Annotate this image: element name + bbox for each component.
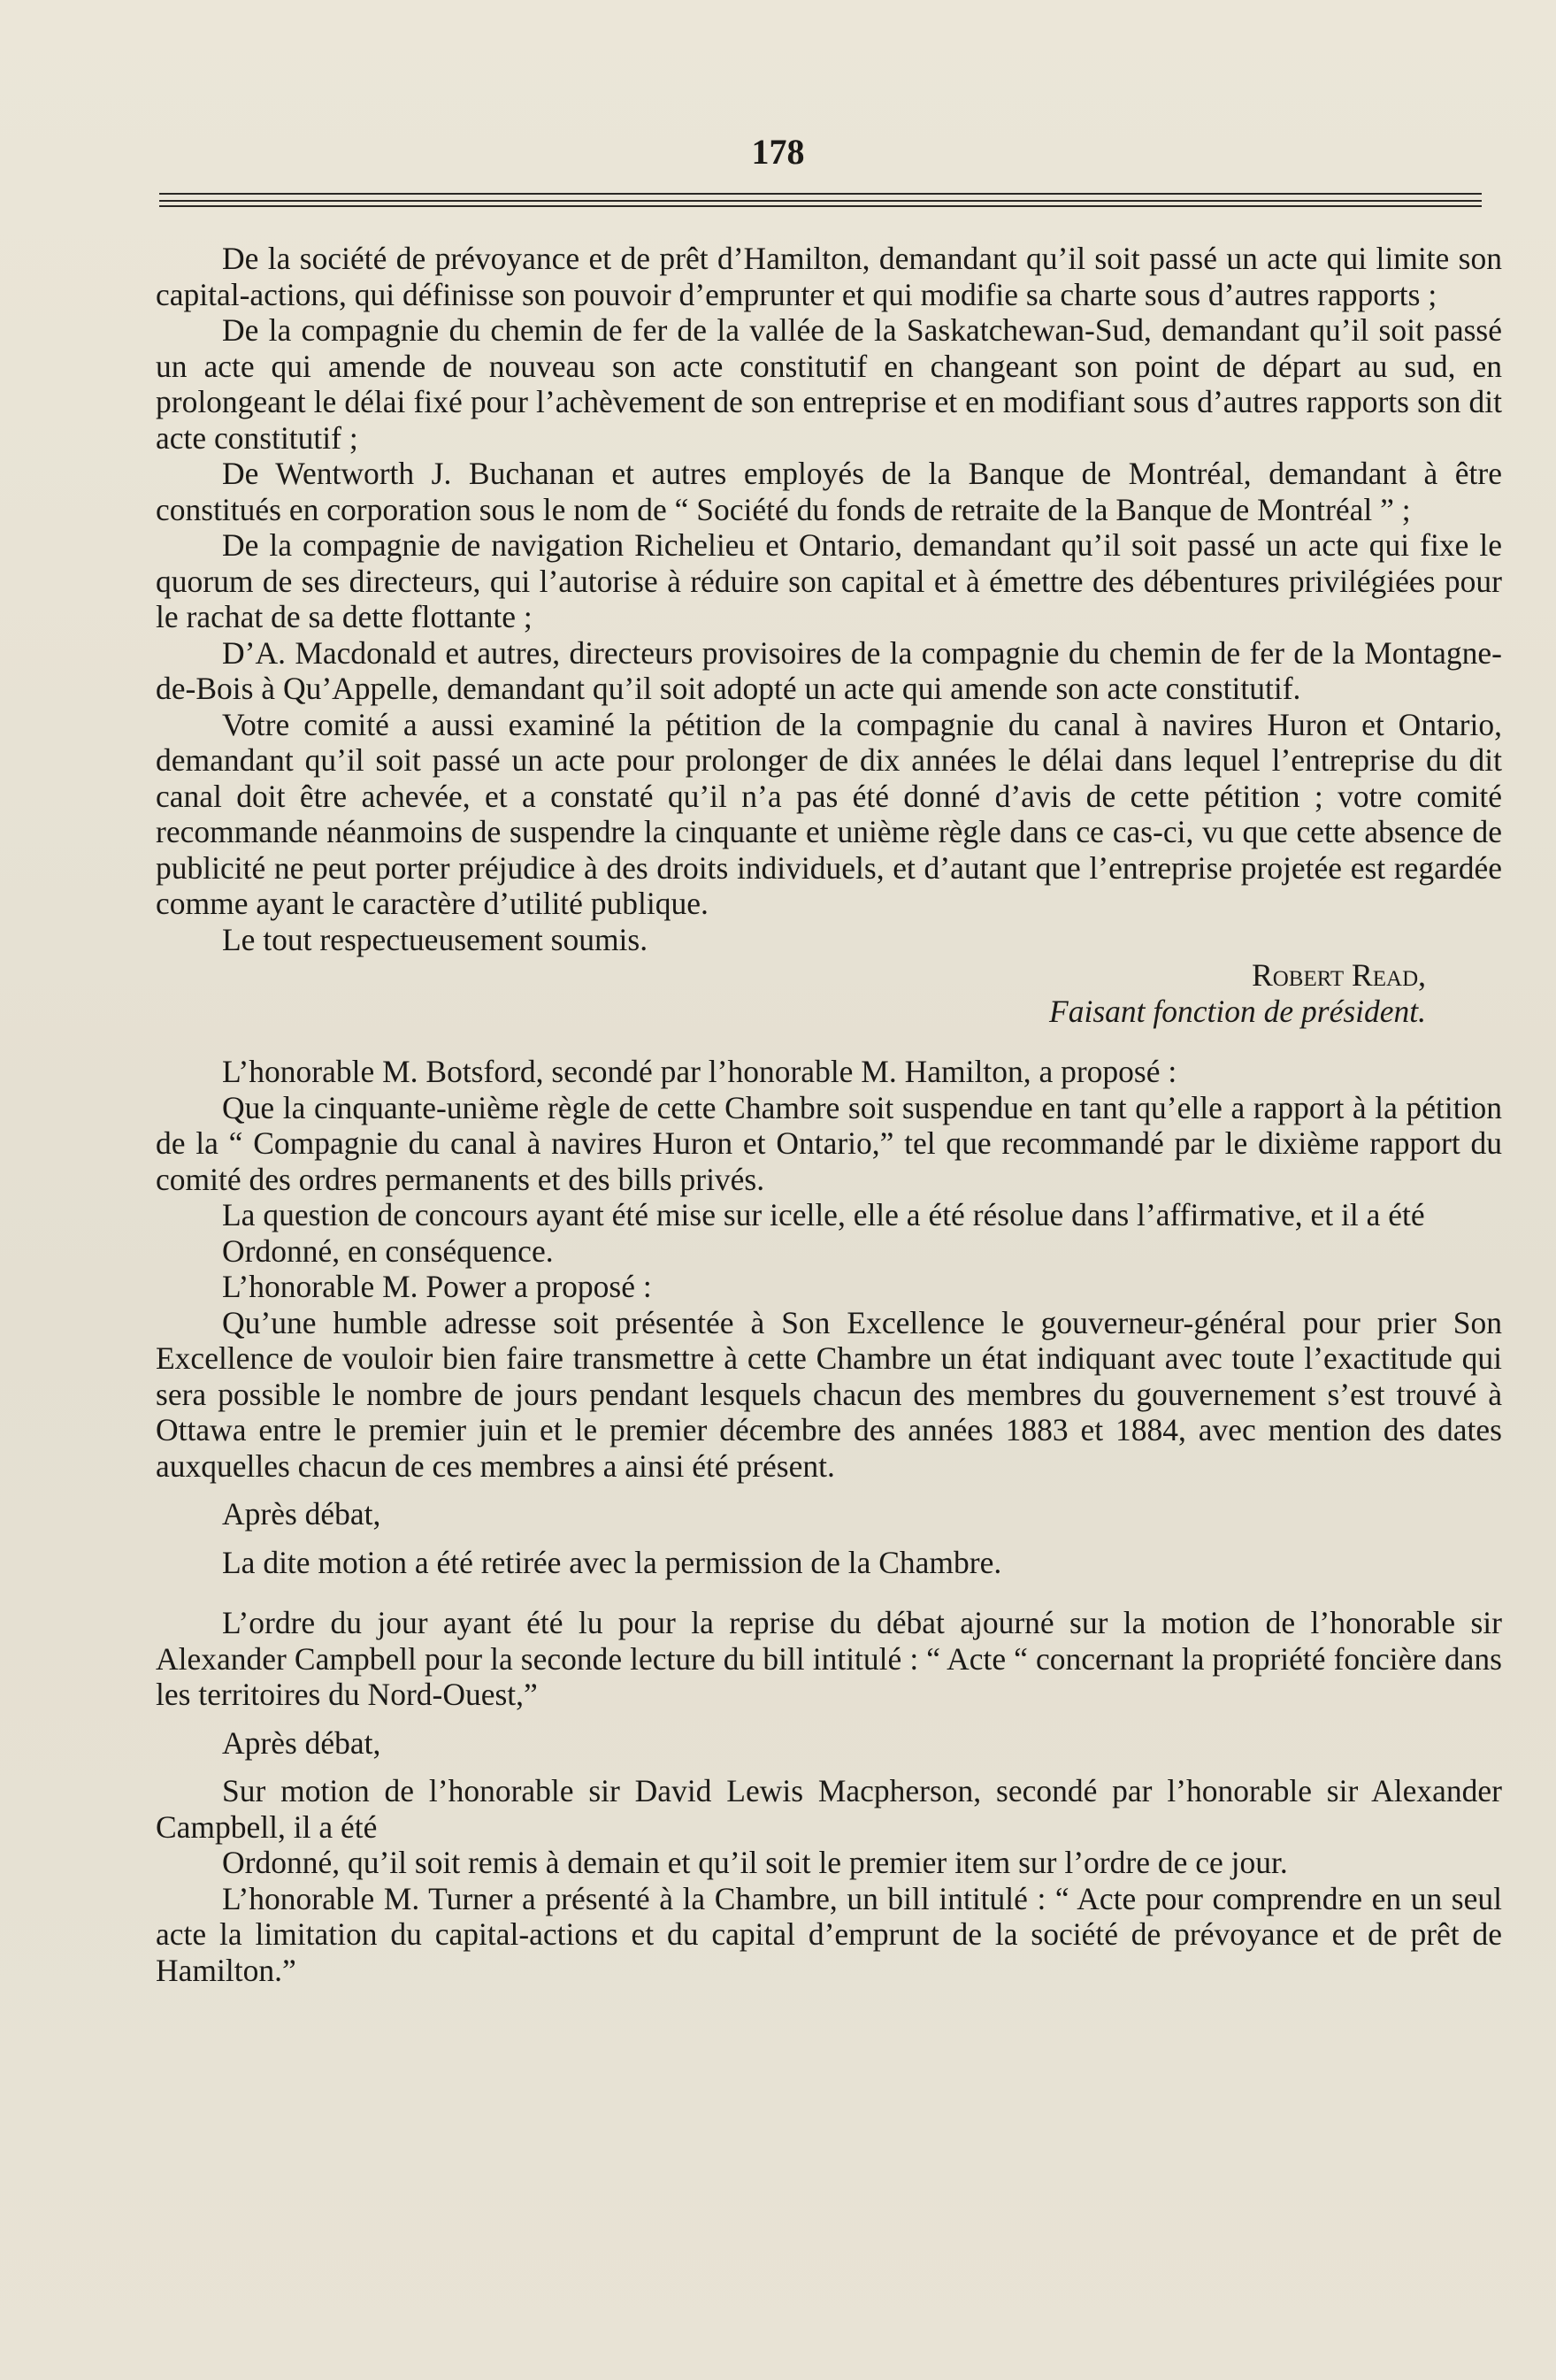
paragraph: Ordonné, en conséquence. xyxy=(222,1232,554,1269)
paragraph: De la compagnie de navigation Richelieu et Ontario, demandant qu’il soit passé un acte qui fixe le quorum de ses directeurs, qui l’autorise à réduire son capital et à émettre des débentures privilégiées pour le rachat de sa dette flottante ; xyxy=(156,527,1502,634)
paragraph: Le tout respectueusement soumis. xyxy=(222,921,648,957)
paragraph: De la société de prévoyance et de prêt d’Hamilton, demandant qu’il soit passé un acte qui limite son capital-actions, qui définisse son pouvoir d’emprunter et qui modifie sa charte sous d’autres rapports ; xyxy=(156,241,1502,312)
paragraph: L’honorable M. Power a proposé : xyxy=(222,1269,652,1304)
paragraph: La dite motion a été retirée avec la permission de la Chambre. xyxy=(222,1544,1002,1580)
paragraph: Qu’une humble adresse soit présentée à Son Excellence le gouverneur-général pour prier Son Excellence de vouloir bien faire transmettre à cette Chambre un état indiquant avec toute l’exactitude qui sera possible le nombre de jours pendant lesquels chacun des membres du gouvernement s’est trouvé à Ottawa entre le premier juin et le premier décembre des années 1883 et 1884, avec mention des dates auxquelles chacun de ces membres a ainsi été présent. xyxy=(156,1304,1502,1484)
paragraph: La question de concours ayant été mise sur icelle, elle a été résolue dans l’affirmative, et il a été xyxy=(222,1197,1425,1232)
header-rule xyxy=(159,193,1482,195)
paragraph: Que la cinquante-unième règle de cette Chambre soit suspendue en tant qu’elle a rapport à la pétition de la “ Compagnie du canal à navires Huron et Ontario,” tel que recommandé par le dixième rapport du comité des ordres permanents et des bills privés. xyxy=(156,1089,1502,1197)
document-body xyxy=(156,241,1502,1988)
paragraph: Après débat, xyxy=(222,1496,381,1532)
paragraph: L’ordre du jour ayant été lu pour la reprise du débat ajourné sur la motion de l’honorable sir Alexander Campbell pour la seconde lecture du bill intitulé : “ Acte “ concernant la propriété foncière dans les territoires du Nord-Ouest,” xyxy=(156,1605,1502,1712)
signature-name: Robert Read, xyxy=(1252,957,1426,993)
paragraph: Après débat, xyxy=(222,1724,381,1761)
paragraph: De Wentworth J. Buchanan et autres employés de la Banque de Montréal, demandant à être constitués en corporation sous le nom de “ Société du fonds de retraite de la Banque de Montréal ” ; xyxy=(156,456,1502,527)
paragraph: L’honorable M. Botsford, secondé par l’honorable M. Hamilton, a proposé : xyxy=(222,1054,1177,1089)
header-rule xyxy=(159,205,1482,207)
paragraph: D’A. Macdonald et autres, directeurs provisoires de la compagnie du chemin de fer de la Montagne-de-Bois à Qu’Appelle, demandant qu’il soit adopté un acte qui amende son acte constitutif. xyxy=(156,634,1502,706)
paragraph: Sur motion de l’honorable sir David Lewis Macpherson, secondé par l’honorable sir Alexander Campbell, il a été xyxy=(156,1773,1502,1845)
signature-title: Faisant fonction de président. xyxy=(1049,993,1426,1029)
paragraph: De la compagnie du chemin de fer de la vallée de la Saskatchewan-Sud, demandant qu’il soit passé un acte qui amende de nouveau son acte constitutif en changeant son point de départ au sud, en prolongeant le délai fixé pour l’achèvement de son entreprise et en modifiant sous d’autres rapports son dit acte constitutif ; xyxy=(156,312,1502,456)
paragraph: Ordonné, qu’il soit remis à demain et qu’il soit le premier item sur l’ordre de ce jour. xyxy=(222,1845,1288,1880)
header-rule xyxy=(159,200,1482,202)
page-number: 178 xyxy=(751,132,805,172)
paragraph: L’honorable M. Turner a présenté à la Chambre, un bill intitulé : “ Acte pour comprendre en un seul acte la limitation du capital-actions et du capital d’emprunt de la société de prévoyance et de prêt de Hamilton.” xyxy=(156,1880,1502,1988)
paragraph: Votre comité a aussi examiné la pétition de la compagnie du canal à navires Huron et Ontario, demandant qu’il soit passé un acte pour prolonger de dix années le délai dans lequel l’entreprise du dit canal doit être achevée, et a constaté qu’il n’a pas été donné d’avis de cette pétition ; votre comité recommande néanmoins de suspendre la cinquante et unième règle dans ce cas-ci, vu que cette absence de publicité ne peut porter préjudice à des droits individuels, et d’autant que l’entreprise projetée est regardée comme ayant le caractère d’utilité publique. xyxy=(156,706,1502,921)
